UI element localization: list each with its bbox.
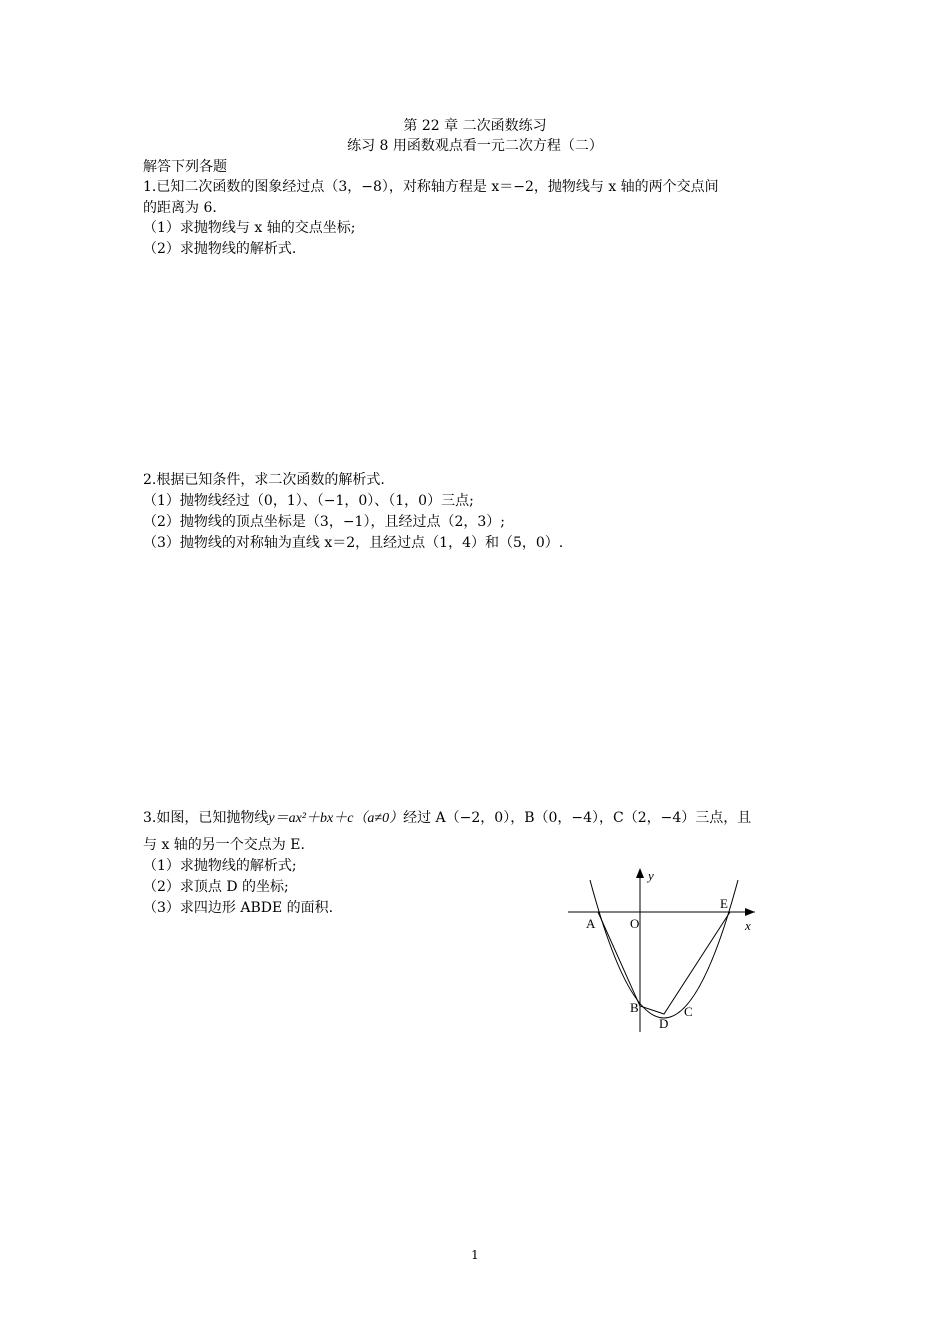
exercise-title: 练习 8 用函数观点看一元二次方程（二） (347, 138, 603, 154)
label-x: x (745, 918, 751, 933)
q1-stem-line2: 的距离为 6. (143, 200, 217, 216)
label-b: B (630, 1000, 639, 1015)
q3-stem-line2: 与 x 轴的另一个交点为 E. (143, 837, 305, 853)
label-d: D (659, 1016, 669, 1031)
y-axis-arrow (636, 868, 644, 878)
label-o: O (630, 916, 640, 931)
q3-stem-prefix: 3.如图，已知抛物线 (143, 810, 269, 826)
q3-stem-suffix: 经过 A（−2，0），B（0，−4），C（2，−4）三点，且 (403, 810, 752, 826)
q3-part1: （1）求抛物线的解析式; (143, 858, 297, 874)
q1-stem-line1: 1.已知二次函数的图象经过点（3，−8），对称轴方程是 x＝−2，抛物线与 x 轴的两个交点间 (143, 179, 719, 195)
q1-part1: （1）求抛物线与 x 轴的交点坐标; (143, 220, 356, 236)
q2-part2: （2）抛物线的顶点坐标是（3，−1），且经过点（2，3）; (143, 514, 505, 530)
label-y: y (648, 868, 654, 883)
page-number: 1 (471, 1248, 479, 1262)
chapter-title: 第 22 章 二次函数练习 (403, 118, 547, 134)
parabola-figure (560, 860, 770, 1040)
label-c: C (684, 1004, 693, 1019)
label-e: E (720, 896, 728, 911)
label-a: A (586, 916, 596, 931)
q2-part3: （3）抛物线的对称轴为直线 x＝2，且经过点（1，4）和（5，0）. (143, 535, 564, 551)
q2-part1: （1）抛物线经过（0，1）、（−1，0）、（1，0）三点; (143, 493, 474, 509)
q3-part3: （3）求四边形 ABDE 的面积. (143, 900, 334, 916)
q1-part2: （2）求抛物线的解析式. (143, 241, 297, 257)
parabola-curve (590, 880, 738, 1018)
q3-stem-line1 (143, 808, 751, 829)
q3-formula: y＝ax²＋bx＋c（a≠0） (268, 811, 404, 826)
q2-stem: 2.根据已知条件，求二次函数的解析式. (143, 472, 385, 488)
x-axis-arrow (745, 908, 755, 916)
q3-part2: （2）求顶点 D 的坐标; (143, 879, 289, 895)
intro-text: 解答下列各题 (143, 159, 227, 175)
